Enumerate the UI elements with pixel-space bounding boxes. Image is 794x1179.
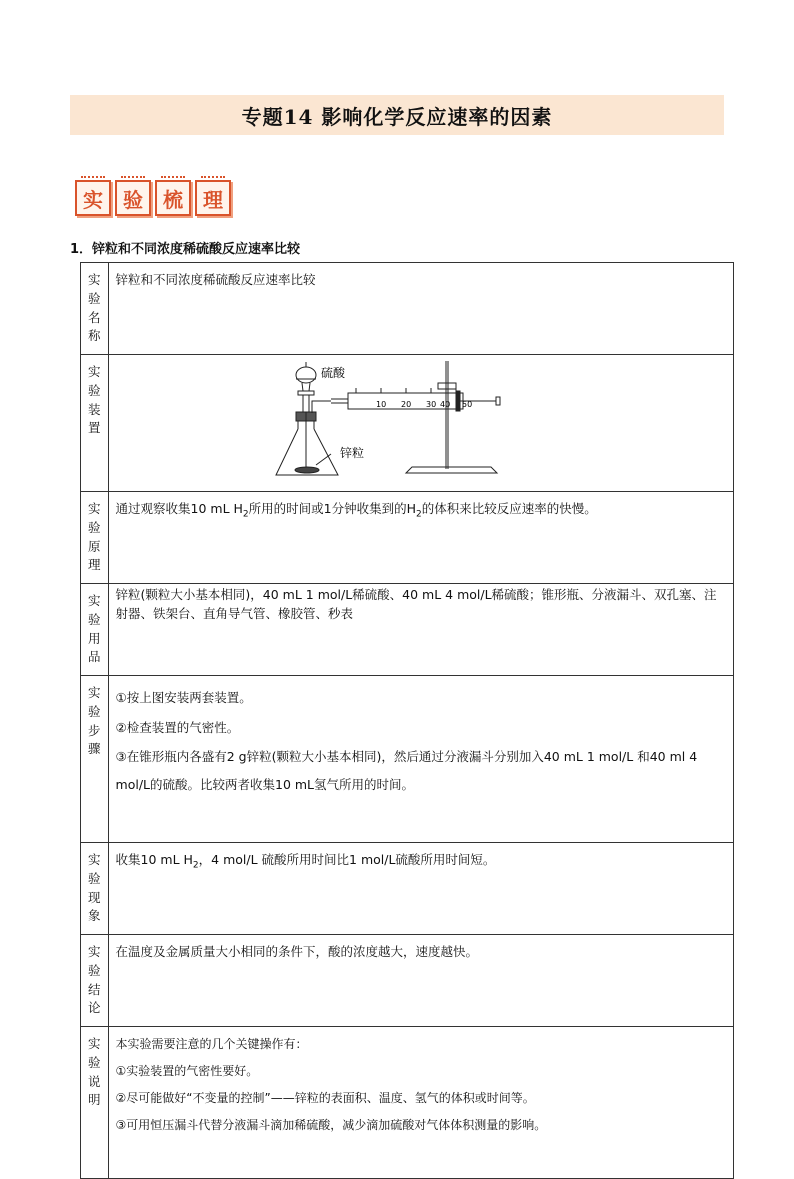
scale-tick-label: 20 [400, 400, 411, 409]
row-value: 在温度及金属质量大小相同的条件下，酸的浓度越大，速度越快。 [108, 935, 733, 1027]
subscript: 2 [416, 509, 422, 520]
scale-tick-label: 40 [439, 400, 450, 409]
scale-tick-label: 30 [425, 400, 436, 409]
table-row [81, 263, 734, 355]
table-row [81, 935, 734, 1027]
list-item: ①按上图安装两套装置。 [115, 690, 252, 705]
badge-char: 实 [75, 180, 111, 216]
experiment-table [80, 262, 734, 1179]
table-row [81, 843, 734, 935]
zinc-label: 锌粒 [339, 446, 364, 460]
subscript: 2 [192, 860, 199, 871]
row-label: 实验步骤 [81, 676, 109, 843]
row-value: 锌粒和不同浓度稀硫酸反应速率比较 [108, 263, 733, 355]
row-value [108, 1027, 733, 1179]
apparatus-diagram [116, 357, 726, 483]
list-item: ②检查装置的气密性。 [115, 719, 240, 735]
page-title: 专题14 影响化学反应速率的因素 [241, 104, 553, 129]
title-bar [70, 95, 724, 135]
table-row [81, 676, 734, 843]
flask-icon [276, 401, 338, 475]
syringe-icon [331, 388, 500, 411]
list-item: 本实验需要注意的几个关键操作有： [115, 1037, 308, 1051]
row-label: 实验结论 [81, 935, 109, 1027]
scale-tick-label: 10 [375, 400, 386, 409]
subscript: 2 [242, 509, 249, 520]
list-item: ①实验装置的气密性要好。 [115, 1064, 259, 1078]
row-value [108, 492, 733, 584]
badge-char: 梳 [155, 180, 191, 216]
table-row [81, 584, 734, 676]
list-item: ③可用恒压漏斗代替分液漏斗滴加稀硫酸，减少滴加硫酸对气体体积测量的影响。 [115, 1118, 547, 1132]
row-label: 实验原理 [81, 492, 109, 584]
row-label: 实验用品 [81, 584, 109, 676]
list-item: ②尽可能做好“不变量的控制”——锌粒的表面积、温度、氢气的体积或时间等。 [115, 1091, 535, 1105]
badge-char: 理 [195, 180, 231, 216]
apparatus-cell [108, 355, 733, 492]
row-label: 实验现象 [81, 843, 109, 935]
acid-label: 硫酸 [320, 366, 345, 380]
row-label: 实验名称 [81, 263, 109, 355]
row-value [108, 843, 733, 935]
phenomenon-text: ，4 mol/L 硫酸所用时间比1 mol/L硫酸所用时间短。 [198, 852, 496, 867]
principle-text: 所用的时间或1分钟收集到的H [248, 501, 417, 516]
table-row [81, 492, 734, 584]
table-row [81, 1027, 734, 1179]
principle-text: 的体积来比较反应速率的快慢。 [421, 501, 597, 516]
iron-stand-icon [406, 361, 497, 473]
list-item: ③在锥形瓶内各盛有2 g锌粒(颗粒大小基本相同)，然后通过分液漏斗分别加入40 mL 1 mol/L 和40 ml 4 mol/L的硫酸。比较两者收集10 mL氢气所用的时间。 [115, 749, 698, 792]
section-badge [75, 180, 231, 216]
row-value: 锌粒(颗粒大小基本相同)，40 mL 1 mol/L稀硫酸、40 mL 4 mol/L稀硫酸；锥形瓶、分液漏斗、双孔塞、注射器、铁架台、直角导气管、橡胶管、秒表 [108, 584, 733, 676]
row-label: 实验装置 [81, 355, 109, 492]
table-row [81, 355, 734, 492]
section-heading: 1．锌粒和不同浓度稀硫酸反应速率比较 [70, 242, 301, 257]
badge-char: 验 [115, 180, 151, 216]
funnel-icon [296, 362, 316, 419]
phenomenon-text: 收集10 mL H [115, 852, 193, 867]
row-value [108, 676, 733, 843]
scale-tick-label: 50 [461, 400, 472, 409]
principle-text: 通过观察收集10 mL H [115, 501, 243, 516]
row-label: 实验说明 [81, 1027, 109, 1179]
